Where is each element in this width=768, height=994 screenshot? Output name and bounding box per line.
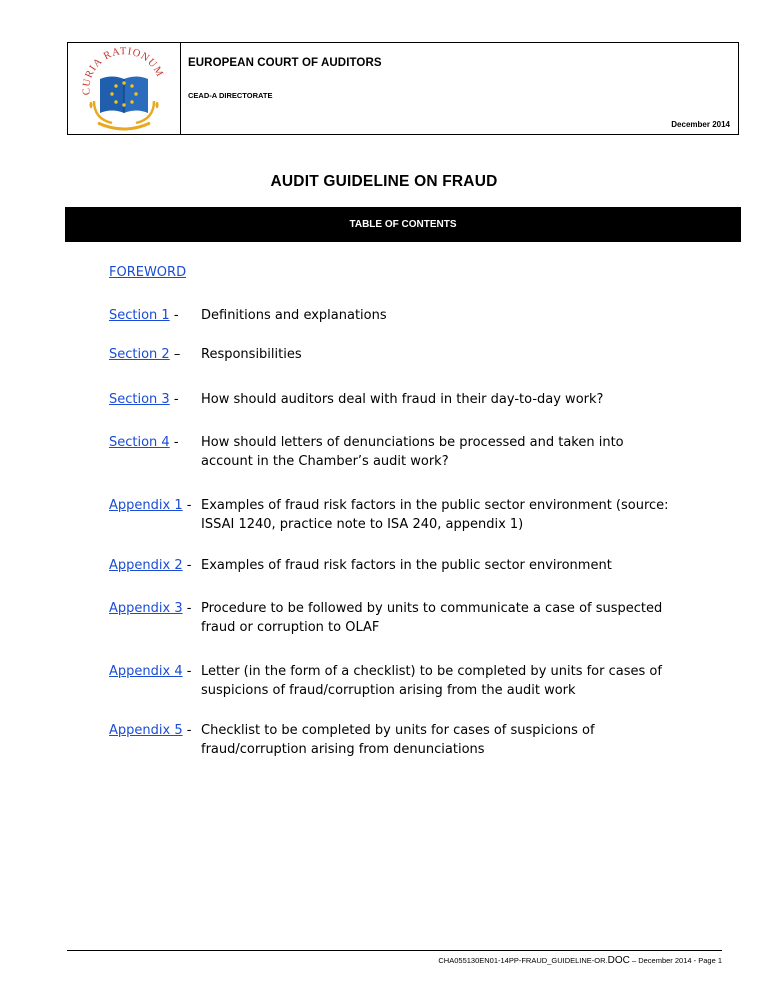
appendix-1-link[interactable]: Appendix 1 [109, 498, 183, 513]
toc-description: Examples of fraud risk factors in the public sector environment [201, 558, 612, 573]
appendix-2-link[interactable]: Appendix 2 [109, 558, 183, 573]
appendix-5-link[interactable]: Appendix 5 [109, 723, 183, 738]
footer-doc-ext: DOC [607, 955, 630, 966]
footer-page-info: – December 2014 - Page 1 [629, 956, 722, 965]
toc-description: Letter (in the form of a checklist) to be completed by units for cases of suspicions of fraud/corruption arising from the audit work [201, 664, 662, 698]
directorate-name: CEAD-A DIRECTORATE [188, 91, 273, 100]
foreword-link[interactable]: FOREWORD [109, 265, 187, 280]
court-emblem-icon [68, 43, 180, 134]
toc-heading: TABLE OF CONTENTS [349, 219, 457, 230]
toc-separator: - [182, 723, 192, 738]
toc-description: Definitions and explanations [201, 308, 387, 323]
organization-name: EUROPEAN COURT OF AUDITORS [188, 57, 382, 69]
toc-separator: - [169, 435, 179, 450]
toc-description: How should auditors deal with fraud in their day-to-day work? [201, 392, 604, 407]
toc-separator: - [182, 498, 192, 513]
page-footer [438, 955, 722, 966]
section-1-link[interactable]: Section 1 [109, 308, 170, 323]
section-2-link[interactable]: Section 2 [109, 347, 170, 362]
toc-heading-bar [65, 207, 741, 242]
toc-separator: - [169, 308, 179, 323]
section-4-link[interactable]: Section 4 [109, 435, 170, 450]
footer-doc-id: CHA055130EN01-14PP-FRAUD_GUIDELINE-OR. [438, 956, 608, 965]
appendix-3-link[interactable]: Appendix 3 [109, 601, 183, 616]
appendix-4-link[interactable]: Appendix 4 [109, 664, 183, 679]
toc-description: Checklist to be completed by units for cases of suspicions of fraud/corruption arising from denunciations [201, 723, 595, 757]
logo-motto: CURIA RATIONUM [81, 46, 166, 96]
footer-divider [67, 950, 722, 951]
toc-description: Procedure to be followed by units to communicate a case of suspected fraud or corruption to OLAF [201, 601, 663, 635]
document-title: AUDIT GUIDELINE ON FRAUD [270, 173, 498, 190]
toc-separator: – [169, 347, 181, 362]
court-logo [68, 43, 181, 134]
document-date: December 2014 [671, 120, 730, 129]
toc-description: Responsibilities [201, 347, 302, 362]
section-3-link[interactable]: Section 3 [109, 392, 170, 407]
toc-description: How should letters of denunciations be processed and taken into account in the Chamber’s audit work? [201, 435, 624, 469]
toc-separator: - [182, 558, 192, 573]
toc-separator: - [182, 664, 192, 679]
toc-description: Examples of fraud risk factors in the public sector environment (source: ISSAI 1240, practice note to ISA 240, appendix 1) [201, 498, 669, 532]
document-header [67, 42, 739, 135]
toc-separator: - [169, 392, 179, 407]
toc-separator: - [182, 601, 192, 616]
